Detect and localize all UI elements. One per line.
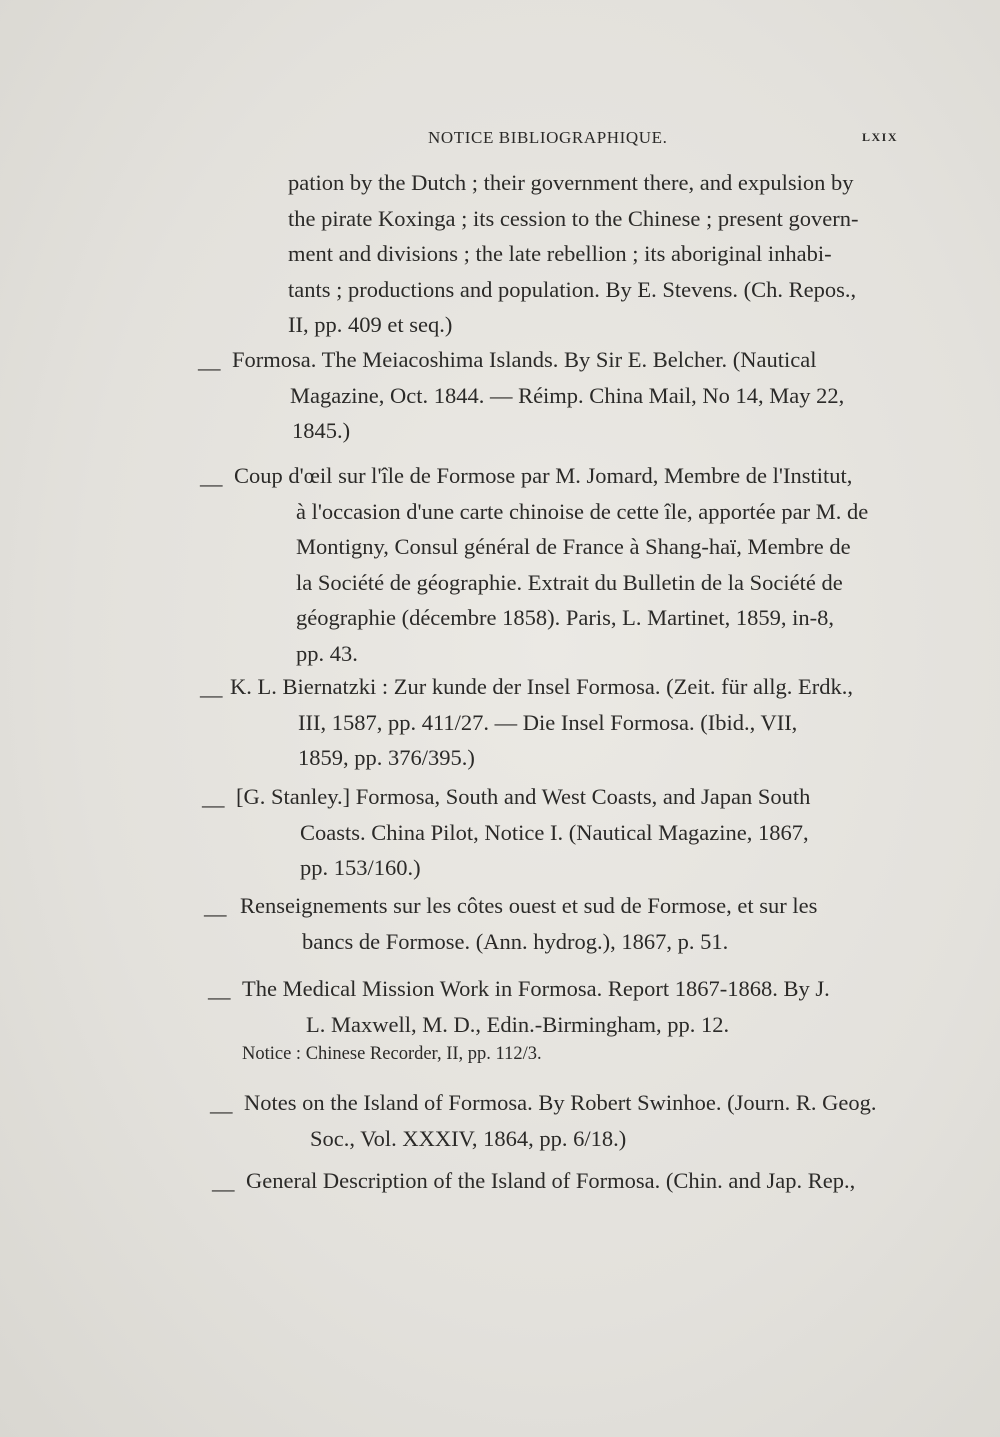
entry-line: The Medical Mission Work in Formosa. Report 1867-1868. By J. [242,976,830,1001]
entry-dash: — [204,901,227,926]
entry-dash: — [210,1098,233,1123]
entry-line: Formosa. The Meiacoshima Islands. By Sir E. Belcher. (Nautical [232,347,817,372]
entry-dash: — [200,682,223,707]
bibliography-entry [236,779,896,886]
bibliography-entry [230,669,895,776]
entry-line: Soc., Vol. XXXIV, 1864, pp. 6/18.) [310,1125,627,1151]
entry-line: ment and divisions ; the late rebellion ; its aboriginal inhabi- [288,241,832,266]
entry-line: 1845.) [292,418,351,443]
page-number: LXIX [861,130,898,144]
bibliography-entry [232,342,892,449]
page-header [220,128,900,152]
bibliography-entry [288,165,900,343]
entry-line: L. Maxwell, M. D., Edin.-Birmingham, pp. 12. [306,1011,730,1037]
entry-line: pp. 153/160.) [300,855,421,880]
entry-note: Notice : Chinese Recorder, II, pp. 112/3. [242,1044,542,1064]
entry-line: pation by the Dutch ; their government there, and expulsion by [288,170,854,195]
bibliography-entry [240,888,900,959]
entry-line: à l'occasion d'une carte chinoise de cette île, apportée par M. de [296,498,869,524]
entry-dash: — [198,355,221,380]
entry-line: pp. 43. [296,640,358,666]
entry-line: Notes on the Island of Formosa. By Robert Swinhoe. (Journ. R. Geog. [244,1090,877,1115]
bibliography-entry [242,971,907,1042]
bibliography-entry [246,1163,911,1199]
entry-dash: — [212,1176,235,1201]
entry-line: Magazine, Oct. 1844. — Réimp. China Mail, No 14, May 22, [290,382,845,408]
bibliography-entry [234,458,894,671]
entry-line: Renseignements sur les côtes ouest et sud de Formose, et sur les [240,893,818,918]
entry-line: the pirate Koxinga ; its cession to the Chinese ; present govern- [288,205,859,231]
running-title: NOTICE BIBLIOGRAPHIQUE. [428,128,668,147]
entry-line: K. L. Biernatzki : Zur kunde der Insel Formosa. (Zeit. für allg. Erdk., [230,674,853,699]
entry-line: Coasts. China Pilot, Notice I. (Nautical Magazine, 1867, [300,819,809,845]
entry-line: III, 1587, pp. 411/27. — Die Insel Formosa. (Ibid., VII, [298,709,798,735]
entry-dash: — [200,471,223,496]
entry-line: géographie (décembre 1858). Paris, L. Martinet, 1859, in-8, [296,605,834,630]
entry-line: General Description of the Island of Formosa. (Chin. and Jap. Rep., [246,1168,856,1193]
entry-dash: — [208,984,231,1009]
entry-line: 1859, pp. 376/395.) [298,745,475,770]
bibliography-entry [244,1085,909,1156]
entry-line: bancs de Formose. (Ann. hydrog.), 1867, p. 51. [302,928,729,954]
entry-line: II, pp. 409 et seq.) [288,312,453,337]
entry-line: tants ; productions and population. By E. Stevens. (Ch. Repos., [288,276,857,302]
entry-line: [G. Stanley.] Formosa, South and West Coasts, and Japan South [236,784,811,809]
entry-dash: — [202,792,225,817]
entry-line: Coup d'œil sur l'île de Formose par M. Jomard, Membre de l'Institut, [234,463,853,488]
entry-line: la Société de géographie. Extrait du Bulletin de la Société de [296,569,843,595]
entry-line: Montigny, Consul général de France à Shang-haï, Membre de [296,534,851,559]
